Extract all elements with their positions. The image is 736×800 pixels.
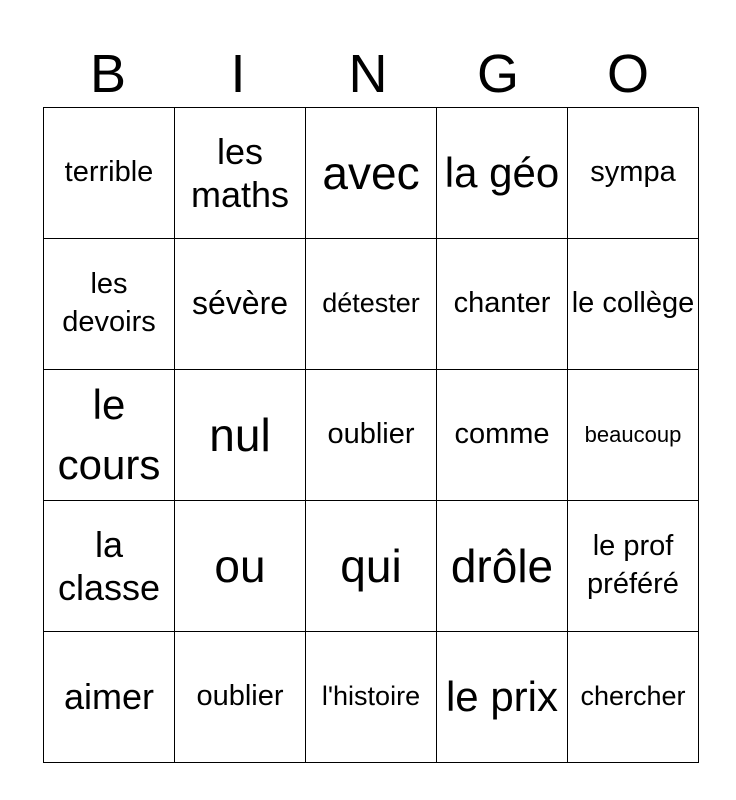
bingo-cell[interactable] xyxy=(306,370,437,501)
bingo-cell[interactable] xyxy=(568,370,699,501)
bingo-header xyxy=(43,40,693,108)
bingo-cell[interactable] xyxy=(44,108,175,239)
bingo-cell[interactable] xyxy=(44,632,175,763)
header-letter-o: O xyxy=(606,44,649,104)
cell-text: détester xyxy=(322,288,420,319)
cell-text: la classe xyxy=(57,523,161,608)
bingo-cell[interactable] xyxy=(568,239,699,370)
cell-text: la géo xyxy=(444,149,560,197)
bingo-cell[interactable] xyxy=(175,239,306,370)
bingo-cell[interactable] xyxy=(306,632,437,763)
bingo-cell[interactable] xyxy=(306,108,437,239)
cell-text: drôle xyxy=(450,539,554,592)
bingo-cell[interactable] xyxy=(437,239,568,370)
cell-text: oublier xyxy=(196,680,284,713)
bingo-cell[interactable] xyxy=(306,239,437,370)
bingo-cell[interactable] xyxy=(437,370,568,501)
cell-text: chercher xyxy=(580,681,686,712)
cell-text: le collège xyxy=(571,287,695,320)
bingo-cell[interactable] xyxy=(175,501,306,632)
bingo-cell[interactable] xyxy=(175,632,306,763)
header-letter-n: N xyxy=(348,44,388,104)
bingo-row xyxy=(44,370,699,501)
cell-text: les devoirs xyxy=(62,268,156,338)
cell-text: sympa xyxy=(590,156,676,189)
bingo-cell[interactable] xyxy=(175,370,306,501)
bingo-cell[interactable] xyxy=(44,370,175,501)
bingo-row xyxy=(44,239,699,370)
cell-text: l'histoire xyxy=(321,681,421,712)
cell-text: sévère xyxy=(191,285,289,322)
cell-text: les maths xyxy=(190,130,290,215)
cell-text: comme xyxy=(454,418,550,451)
bingo-cell[interactable] xyxy=(175,108,306,239)
header-letter-b: B xyxy=(89,44,127,104)
cell-text: qui xyxy=(340,539,402,592)
bingo-cell[interactable] xyxy=(437,501,568,632)
header-letter-i: I xyxy=(230,44,246,104)
bingo-cell[interactable] xyxy=(44,501,175,632)
bingo-card xyxy=(43,107,699,763)
bingo-row xyxy=(44,108,699,239)
cell-text: aimer xyxy=(63,676,155,718)
bingo-cell[interactable] xyxy=(437,108,568,239)
bingo-cell[interactable] xyxy=(306,501,437,632)
cell-text: avec xyxy=(322,146,420,199)
header-letter-g: G xyxy=(476,44,519,104)
bingo-row xyxy=(44,632,699,763)
cell-text: chanter xyxy=(453,287,551,320)
cell-text: le cours xyxy=(57,381,161,488)
cell-text: beaucoup xyxy=(584,421,682,447)
cell-text: ou xyxy=(214,539,266,592)
cell-text: nul xyxy=(209,408,271,461)
bingo-cell[interactable] xyxy=(437,632,568,763)
bingo-cell[interactable] xyxy=(568,501,699,632)
bingo-cell[interactable] xyxy=(44,239,175,370)
cell-text: terrible xyxy=(64,156,154,189)
bingo-row xyxy=(44,501,699,632)
cell-text: oublier xyxy=(327,418,415,451)
cell-text: le prof préféré xyxy=(587,530,679,600)
cell-text: le prix xyxy=(445,673,559,721)
bingo-cell[interactable] xyxy=(568,632,699,763)
bingo-cell[interactable] xyxy=(568,108,699,239)
